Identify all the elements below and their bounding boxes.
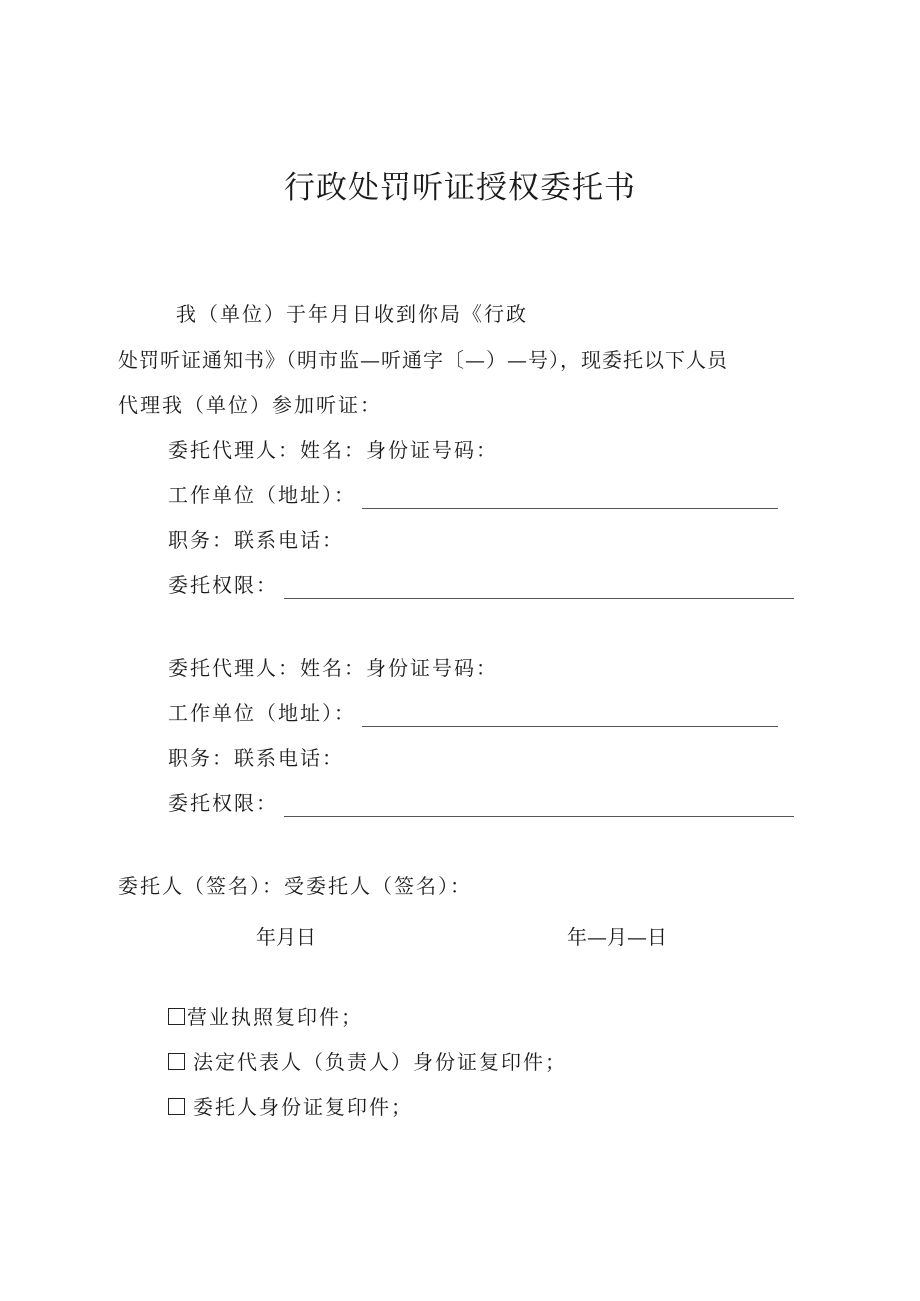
signature-line: 委托人（签名）：受委托人（签名）： (118, 874, 472, 898)
checkbox-icon[interactable] (168, 1053, 185, 1070)
agent2-authority-row (168, 789, 794, 817)
agent1-position-phone: 职务：联系电话： (168, 528, 344, 552)
agent1-work-unit-row (168, 481, 778, 509)
agent1-work-unit-field[interactable] (362, 488, 778, 509)
intro-line-1: 我（单位）于年月日收到你局《行政 (176, 302, 528, 326)
signature-date-right: 年—月—日 (567, 925, 667, 949)
attachment-label: 法定代表人（负责人）身份证复印件； (193, 1050, 567, 1074)
intro-line-2: 处罚听证通知书》（明市监—听通字〔—）—号），现委托以下人员 (118, 348, 728, 372)
agent1-name-id: 委托代理人：姓名：身份证号码： (168, 438, 498, 462)
agent2-work-unit-label: 工作单位（地址）： (168, 701, 356, 725)
attachment-item (168, 1048, 567, 1076)
agent1-work-unit-label: 工作单位（地址）： (168, 483, 356, 507)
attachment-item (168, 1003, 363, 1031)
intro-line-3: 代理我（单位）参加听证： (118, 393, 382, 417)
agent2-authority-label: 委托权限： (168, 791, 278, 815)
agent2-work-unit-field[interactable] (362, 706, 778, 727)
signature-date-left: 年月日 (256, 925, 316, 949)
checkbox-icon[interactable] (168, 1098, 185, 1115)
checkbox-icon[interactable] (168, 1008, 185, 1025)
attachment-label: 营业执照复印件； (187, 1005, 363, 1029)
agent2-authority-field[interactable] (284, 796, 794, 817)
attachment-item (168, 1093, 413, 1121)
agent1-authority-field[interactable] (284, 578, 794, 599)
agent2-name-id: 委托代理人：姓名：身份证号码： (168, 656, 498, 680)
agent1-authority-row (168, 571, 794, 599)
agent2-position-phone: 职务：联系电话： (168, 746, 344, 770)
agent2-work-unit-row (168, 699, 778, 727)
attachment-label: 委托人身份证复印件； (193, 1095, 413, 1119)
agent1-authority-label: 委托权限： (168, 573, 278, 597)
document-title: 行政处罚听证授权委托书 (284, 170, 636, 206)
